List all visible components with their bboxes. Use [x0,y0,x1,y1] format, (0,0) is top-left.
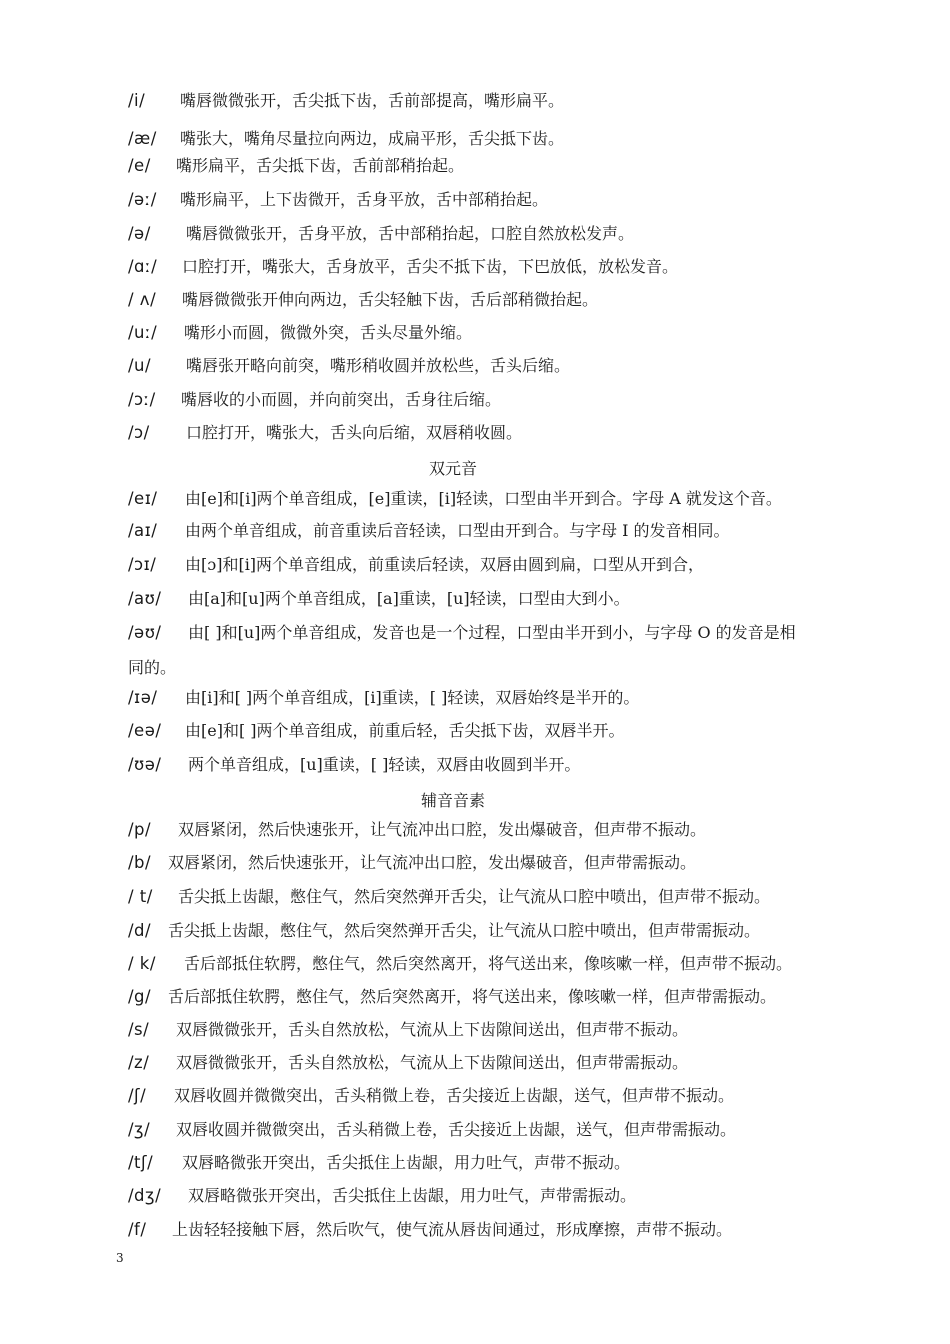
description: 舌后部抵住软腭，憋住气，然后突然离开，将气送出来，像咳嗽一样，但声带不振动。 [184,954,793,973]
description: 由[i]和[ ]两个单音组成，[i]重读，[ ]轻读，双唇始终是半开的。 [185,688,640,707]
phonetic-symbol: /æ/ [128,129,157,148]
phonetic-symbol: /ɪə/ [128,688,158,707]
phonetic-symbol: /aɪ/ [128,521,158,540]
description: 口腔打开，嘴张大，舌头向后缩，双唇稍收圆。 [186,423,523,442]
phonetic-symbol: / k/ [128,954,156,973]
phonetic-symbol: /i/ [128,91,146,110]
vowel-row [128,155,918,177]
description: 舌尖抵上齿龈，憋住气，然后突然弹开舌尖，让气流从口腔中喷出，但声带不振动。 [178,887,771,906]
vowel-row [128,422,918,444]
description: 舌尖抵上齿龈，憋住气，然后突然弹开舌尖，让气流从口腔中喷出，但声带需振动。 [168,921,761,940]
consonant-row [128,886,918,908]
vowel-row [128,90,918,112]
consonant-row [128,1119,918,1141]
phonetic-symbol: /dʒ/ [128,1186,162,1205]
phonetic-symbol: /ʒ/ [128,1120,151,1139]
diphthong-row [128,588,918,610]
consonant-row [128,819,918,841]
phonetic-symbol: /p/ [128,820,152,839]
phonetic-symbol: /eə/ [128,721,162,740]
vowel-row [128,389,918,411]
phonetic-symbol: /ə/ [128,224,151,243]
description: 嘴唇微微张开，舌尖抵下齿，舌前部提高，嘴形扁平。 [180,91,565,110]
diphthong-row [128,554,918,576]
phonetic-symbol: /ʊə/ [128,755,162,774]
description: 由[a]和[u]两个单音组成，[a]重读，[u]轻读，口型由大到小。 [188,589,630,608]
description: 两个单音组成，[u]重读，[ ]轻读，双唇由收圆到半开。 [188,755,581,774]
description: 嘴形小而圆，微微外突，舌头尽量外缩。 [184,323,473,342]
consonant-row [128,1019,918,1041]
vowel-row [128,322,918,344]
phonetic-symbol: /z/ [128,1053,150,1072]
consonant-row [128,1152,918,1174]
description: 双唇微微张开，舌头自然放松，气流从上下齿隙间送出，但声带需振动。 [176,1053,689,1072]
vowel-row [128,223,918,245]
description: 双唇微微张开，舌头自然放松，气流从上下齿隙间送出，但声带不振动。 [176,1020,689,1039]
diphthong-row [128,720,918,742]
phonetic-symbol: /ʃ/ [128,1086,147,1105]
phonetic-symbol: /s/ [128,1020,150,1039]
description: 由[e]和[i]两个单音组成，[e]重读，[i]轻读，口型由半开到合。字母 A 就发这个音。 [185,489,782,508]
description: 由[ ]和[u]两个单音组成，发音也是一个过程，口型由半开到小，与字母 O 的发音是相 [188,623,796,642]
description: 双唇略微张开突出，舌尖抵住上齿龈，用力吐气，声带不振动。 [182,1153,631,1172]
phonetic-symbol: /b/ [128,853,152,872]
diphthong-row [128,754,918,776]
consonant-row [128,920,918,942]
section-heading-diphthongs: 双元音 [428,459,477,478]
vowel-row [128,289,918,311]
vowel-row [128,355,918,377]
diphthong-row [128,622,918,644]
description: 双唇紧闭，然后快速张开，让气流冲出口腔，发出爆破音，但声带需振动。 [168,853,697,872]
consonant-row [128,953,918,975]
description: 嘴唇收的小而圆，并向前突出，舌身往后缩。 [181,390,502,409]
description: 上齿轻轻接触下唇，然后吹气，使气流从唇齿间通过，形成摩擦，声带不振动。 [172,1220,733,1239]
phonetic-symbol: /ɑː/ [128,257,158,276]
phonetic-symbol: /aʊ/ [128,589,162,608]
description-continuation: 同的。 [128,658,177,677]
description: 嘴形扁平，上下齿微开，舌身平放，舌中部稍抬起。 [180,190,549,209]
description: 嘴唇张开略向前突，嘴形稍收圆并放松些，舌头后缩。 [186,356,571,375]
description: 嘴唇微微张开伸向两边，舌尖轻触下齿，舌后部稍微抬起。 [182,290,599,309]
phonetic-symbol: / t/ [128,887,153,906]
phonetic-symbol: /ɔ/ [128,423,150,442]
description: 由[e]和[ ]两个单音组成，前重后轻，舌尖抵下齿，双唇半开。 [185,721,625,740]
phonetic-symbol: /e/ [128,156,151,175]
description: 口腔打开，嘴张大，舌身放平，舌尖不抵下齿，下巴放低，放松发音。 [182,257,679,276]
description: 由两个单音组成，前音重读后音轻读，口型由开到合。与字母 I 的发音相同。 [185,521,730,540]
phonetic-symbol: /tʃ/ [128,1153,154,1172]
description: 嘴唇微微张开，舌身平放，舌中部稍抬起，口腔自然放松发声。 [186,224,635,243]
phonetic-symbol: /eɪ/ [128,489,158,508]
consonant-row [128,1219,918,1241]
consonant-row [128,1052,918,1074]
page-number: 3 [116,1251,124,1265]
phonetic-symbol: /d/ [128,921,152,940]
phonetic-symbol: / ʌ/ [128,290,157,309]
description: 双唇收圆并微微突出，舌头稍微上卷，舌尖接近上齿龈，送气，但声带需振动。 [176,1120,737,1139]
description: 双唇略微张开突出，舌尖抵住上齿龈，用力吐气，声带需振动。 [188,1186,637,1205]
vowel-row [128,256,918,278]
description: 双唇紧闭，然后快速张开，让气流冲出口腔，发出爆破音，但声带不振动。 [178,820,707,839]
section-heading-consonants: 辅音音素 [420,791,485,810]
phonetic-symbol: /ɔɪ/ [128,555,157,574]
description: 嘴张大，嘴角尽量拉向两边，成扁平形，舌尖抵下齿。 [180,129,565,148]
description: 由[ɔ]和[i]两个单音组成，前重读后轻读，双唇由圆到扁，口型从开到合， [185,555,705,574]
consonant-row [128,852,918,874]
phonetic-symbol: /uː/ [128,323,158,342]
phonetic-symbol: /əː/ [128,190,157,209]
phonetic-symbol: /u/ [128,356,152,375]
consonant-row [128,986,918,1008]
diphthong-row [128,687,918,709]
consonant-row [128,1085,918,1107]
consonant-row [128,1185,918,1207]
description: 嘴形扁平，舌尖抵下齿，舌前部稍抬起。 [176,156,465,175]
phonetic-symbol: /f/ [128,1220,147,1239]
description: 双唇收圆并微微突出，舌头稍微上卷，舌尖接近上齿龈，送气，但声带不振动。 [174,1086,735,1105]
vowel-row [128,128,918,150]
diphthong-row [128,488,918,510]
phonetic-symbol: /əʊ/ [128,623,162,642]
description: 舌后部抵住软腭，憋住气，然后突然离开，将气送出来，像咳嗽一样，但声带需振动。 [168,987,777,1006]
phonetic-symbol: /ɔː/ [128,390,156,409]
phonetic-symbol: /g/ [128,987,152,1006]
vowel-row [128,189,918,211]
diphthong-row [128,520,918,542]
